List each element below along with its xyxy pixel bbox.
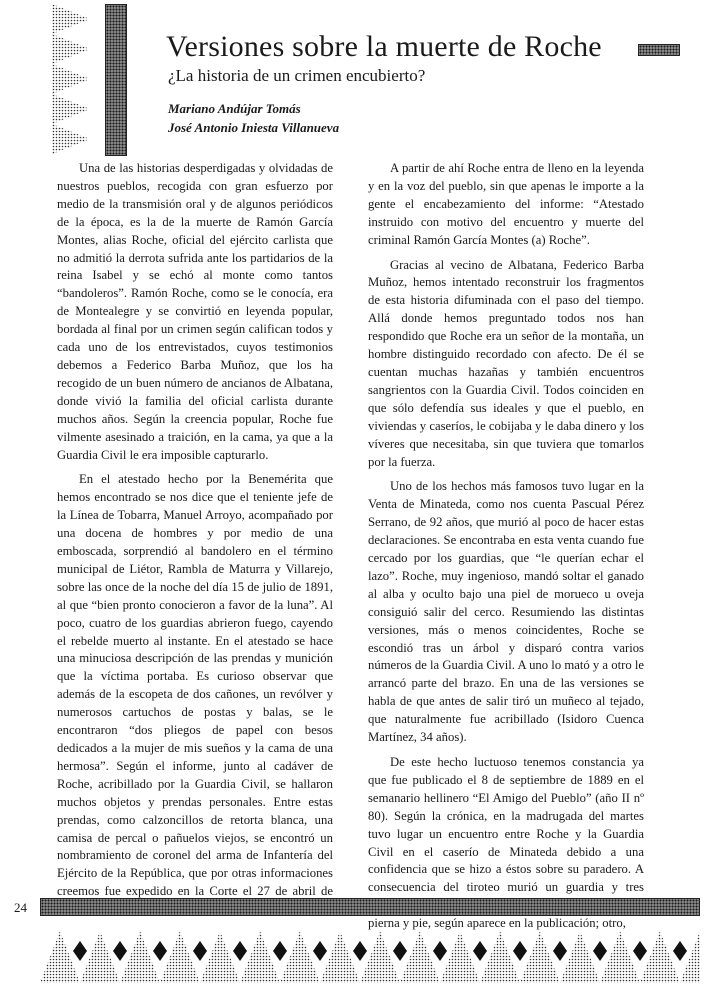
diamond-icon [193,941,207,961]
article-subtitle: ¿La historia de un crimen encubierto? [168,66,426,85]
article-title: Versiones sobre la muerte de Roche [166,30,602,63]
decorative-zigzag-pattern [52,4,102,156]
footer-triangle [520,931,560,983]
footer-triangle [440,931,480,983]
footer-triangle [560,931,600,983]
footer-triangle [40,931,80,983]
footer-triangle [200,931,240,983]
diamond-icon [593,941,607,961]
paragraph: A partir de ahí Roche entra de lleno en la leyenda y en la voz del pueblo, sin que apenas le importe a la gente el encabezamiento del informe: “Atestado instruido con motivo del encuentro y muerte del criminal Ramón García Montes (a) Roche”. [368,161,644,247]
paragraph: Una de las historias desperdigadas y olvidadas de nuestros pueblos, recogida con gran esfuerzo por medio de la transmisión oral y de algunos periódicos de la época, es la de la muerte de Ramón García Montes, alias Roche, oficial del ejército carlista que no admitió la derrota sufrida ante los partidarios de la reina Isabel y se echó al monte como tantos “bandoleros”. Ramón Roche, como se le conocía, era de Montealegre y se convirtió en leyenda popular, bordada al final por un crimen según califican todos y cada uno de los entrevistados, cuyos testimonios debemos a Federico Barba Muñoz, que los ha recogido de un buen número de ancianos de Albatana, donde vivió la familia del oficial carlista durante muchos años. Según la creencia popular, Roche fue vilmente asesinado a traición, en la cama, ya que a la Guardia Civil le era imposible capturarlo. [57,161,333,462]
zigzag-triangle [52,124,90,154]
diamond-icon [73,941,87,961]
diamond-icon [433,941,447,961]
title-end-mark [638,44,680,56]
paragraph: Uno de los hechos más famosos tuvo lugar en la Venta de Minateda, como nos cuenta Pascual Pérez Serrano, de 92 años, que murió al poco de hacer estas declaraciones. Se encontraba en esta venta cuando fue cercado por los guardias, que “le querían echar el lazo”. Roche, muy ingenioso, mandó soltar el ganado al alba y oculto bajo una piel de morueco u oveja consiguió salir del cerco. Resumiendo las distintas versiones, más o menos coincidentes, Roche se escondió tras un árbol y disparó contra varios números de la Guardia Civil. A uno lo mató y a otro le arrancó parte del brazo. En una de las versiones se habla de que antes de salir tiró un muñeco al tejado, que naturalmente fue acribillado (Isidoro Cuenca Martínez, 34 años). [368,479,644,745]
diamond-icon [353,941,367,961]
paragraph: En el atestado hecho por la Benemérita que hemos encontrado se nos dice que el teniente jefe de la Línea de Tobarra, Manuel Arroyo, acompañado por una docena de hombres y por medio de una emboscada, sorprendió al bandolero en el término municipal de Liétor, Rambla de Maturra y Villarejo, sobre las once de la noche del día 15 de julio de 1891, al que “bien pronto conocieron a favor de la luna”. Al poco, cuatro de los guardias abrieron fuego, cayendo el rebelde muerto al instante. En el atestado se hace una minuciosa descripción de las prendas y munición que la víctima portaba. Es curioso observar que además de la escopeta de dos cañones, un revólver y numerosos cartuchos de postas y balas, se le encontraron “dos pliegos de papel con besos dedicados a la mujer de mis sueños y la cama de una hermosa”. Según el informe, junto al cadáver de Roche, acribillado por la Guardia Civil, se hallaron muchos objetos y prendas personales. Entre estas prendas, como calzoncillos de retorta blanca, una camisa de percal o pañuelos viejos, se encontró un nombramiento de coronel del arma de Infantería del Ejército de la República, que por otras informaciones creemos fue expedido en la Corte el 27 de abril de [57,472,333,899]
footer-triangle [600,931,640,983]
footer-triangle [480,931,520,983]
footer-triangle [160,931,200,983]
footer-triangle [240,931,280,983]
footer-triangle [640,931,680,983]
footer-triangle [80,931,120,983]
paragraph: Gracias al vecino de Albatana, Federico Barba Muñoz, hemos intentado reconstruir los fragmentos de esta historia difuminada con el paso del tiempo. Allá donde hemos preguntado todos nos han respondido que Roche era un señor de la montaña, un hombre distinguido recordado con afecto. De él se cuentan muchas hazañas y también encuentros sangrientos con la Guardia Civil. Todos coinciden en que sólo defendía sus ideales y que el pueblo, en viviendas y caseríos, le cobijaba y le daba dinero y los víveres que necesitaba, sin que tuviera que tomarlos por la fuerza. [368,257,644,469]
footer-triangle [120,931,160,983]
zigzag-triangle [52,94,90,124]
footer-triangle [360,931,400,983]
zigzag-triangle [52,34,90,64]
body-column-right [368,160,644,940]
diamond-icon [313,941,327,961]
zigzag-triangle [52,4,90,34]
diamond-icon [513,941,527,961]
author-name: José Antonio Iniesta Villanueva [168,120,340,135]
diamond-icon [153,941,167,961]
diamond-icon [113,941,127,961]
footer-diamond-pattern [40,925,700,983]
footer-bar [40,898,700,916]
footer-triangle [320,931,360,983]
diamond-icon [273,941,287,961]
page-number: 24 [14,900,27,915]
footer-triangle [280,931,320,983]
diamond-icon [553,941,567,961]
diamond-icon [393,941,407,961]
diamond-icon [633,941,647,961]
diamond-icon [673,941,687,961]
body-column-left [57,160,333,926]
diamond-icon [473,941,487,961]
footer-triangle [400,931,440,983]
decorative-vertical-bar [105,4,127,156]
footer-triangle [680,931,700,983]
zigzag-triangle [52,64,90,94]
paragraph: De este hecho luctuoso tenemos constancia ya que fue publicado el 8 de septiembre de 1889 en el semanario hellinero “El Amigo del Pueblo” (año II nº 80). Según la crónica, en la madrugada del martes tuvo lugar un encuentro entre Roche y la Guardia Civil en el caserío de Minateda debido a una confidencia que se hizo a éstos sobre su paradero. A consecuencia del tiroteo murió un guardia y tres pierna y pie, según aparece en la publicación; otro, [368,755,644,931]
author-name: Mariano Andújar Tomás [168,101,301,116]
diamond-icon [233,941,247,961]
